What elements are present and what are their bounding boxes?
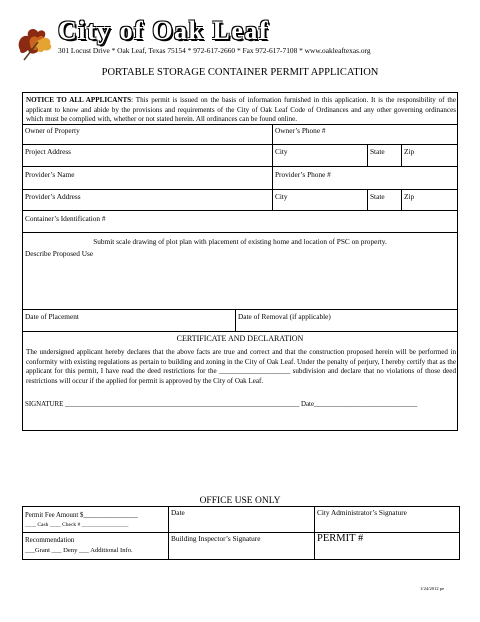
rule [22, 331, 458, 332]
provider-state-field[interactable]: State [370, 192, 385, 201]
rule [22, 309, 458, 310]
rule [22, 166, 458, 167]
provider-zip-field[interactable]: Zip [404, 192, 415, 201]
office-date-field[interactable]: Date [171, 508, 185, 517]
recommendation-options[interactable]: ___Grant ___ Deny ___ Additional Info. [25, 547, 133, 554]
form-title: PORTABLE STORAGE CONTAINER PERMIT APPLICATION [101, 67, 379, 78]
rule [22, 144, 458, 145]
inspector-signature-field[interactable]: Building Inspector’s Signature [171, 534, 261, 543]
rule [401, 144, 402, 166]
provider-name-field[interactable]: Provider’s Name [25, 170, 75, 179]
rule [367, 144, 368, 166]
permit-fee-field[interactable]: Permit Fee Amount $________________ [25, 512, 138, 519]
provider-address-field[interactable]: Provider’s Address [25, 192, 81, 201]
rule [401, 189, 402, 210]
describe-use-field[interactable]: Describe Proposed Use [25, 249, 94, 258]
project-zip-field[interactable]: Zip [404, 147, 415, 156]
permit-number-field[interactable]: PERMIT # [317, 533, 364, 544]
rule [22, 232, 458, 233]
recommendation-label: Recommendation [25, 536, 75, 544]
rule [22, 532, 460, 533]
oak-leaves-icon [14, 20, 58, 64]
rule [22, 124, 458, 125]
payment-method-field[interactable]: ____ Cash ____ Check # _________________ [25, 522, 129, 528]
notice-paragraph [26, 96, 456, 125]
plot-plan-instruction: Submit scale drawing of plot plan with placement of existing home and location of PSC on property. [93, 237, 387, 246]
date-of-placement-field[interactable]: Date of Placement [25, 312, 79, 321]
rule [367, 189, 368, 210]
project-city-field[interactable]: City [275, 147, 288, 156]
provider-city-field[interactable]: City [275, 192, 288, 201]
rule [22, 189, 458, 190]
certificate-title: CERTIFICATE AND DECLARATION [176, 334, 304, 343]
revision-note: 1/24/2012 pe [420, 586, 445, 591]
rule [235, 309, 236, 331]
rule [168, 506, 169, 560]
city-brand-name: City of Oak Leaf [58, 16, 270, 45]
project-state-field[interactable]: State [370, 147, 385, 156]
rule [314, 506, 315, 560]
rule [22, 210, 458, 211]
city-address-line: 301 Locust Drive * Oak Leaf, Texas 75154 * 972-617-2660 * Fax 972-617-7108 * www.oakleaftexas.org [58, 46, 371, 55]
office-use-title: OFFICE USE ONLY [199, 496, 281, 506]
certificate-text: The undersigned applicant hereby declares that the above facts are true and correct and that the construction proposed herein will be performed in conformity with existing regulations as pertain to building and zoning in the City of Oak Leaf. Under the penalty of perjury, I hereby certify that as the applicant for this permit, I have read the deed restrictions for the ____________________ subdivision and declare that no violations of those deed restrictions will occur if the applied for permit is approved by the City of Oak Leaf. [26, 348, 456, 385]
provider-phone-field[interactable]: Provider’s Phone # [275, 170, 331, 179]
container-id-field[interactable]: Container’s Identification # [25, 214, 106, 223]
notice-heading: NOTICE TO ALL APPLICANTS [26, 96, 132, 104]
rule [272, 124, 273, 210]
owner-phone-field[interactable]: Owner’s Phone # [275, 126, 326, 135]
city-admin-signature-field[interactable]: City Administrator’s Signature [317, 508, 407, 517]
notice-text: : This permit is issued on the basis of information furnished in this application. It is the responsibility of the applicant to know and abide by the provisions and requirements of the City of Oak Leaf Code of Ordinances and any other governing ordinances which must be complied with, whether or not stated herein. All ordinances can be found online. [26, 96, 456, 124]
signature-line[interactable]: SIGNATURE ____________________________________________________________________ Date______________________________ [25, 401, 418, 408]
date-of-removal-field[interactable]: Date of Removal (if applicable) [238, 312, 331, 321]
project-address-field[interactable]: Project Address [25, 147, 72, 156]
owner-of-property-field[interactable]: Owner of Property [25, 126, 80, 135]
